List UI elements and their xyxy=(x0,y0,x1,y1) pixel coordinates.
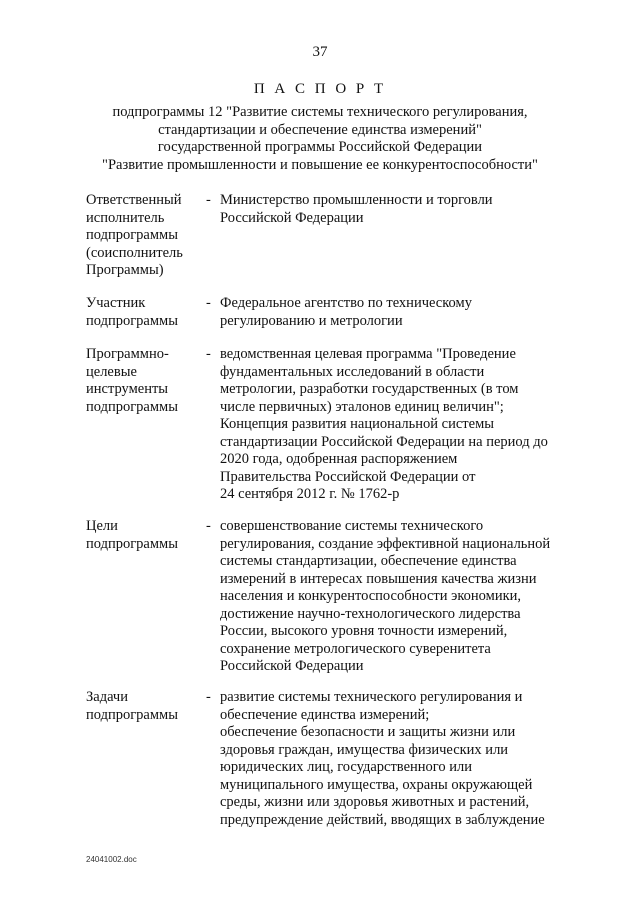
content-line: стандартизации Российской Федерации на период до xyxy=(220,433,548,450)
page-number: 37 xyxy=(312,44,328,60)
content-line: населения и конкурентоспособности экономики, xyxy=(220,588,522,604)
section-content xyxy=(220,295,610,330)
label-line: Программно- xyxy=(86,346,169,362)
content-line: 24 сентября 2012 г. № 1762-р xyxy=(220,486,400,502)
section-label xyxy=(86,518,198,553)
content-line: системы стандартизации, обеспечение единства xyxy=(220,553,517,569)
label-line: исполнитель xyxy=(86,209,165,226)
subtitle-line: "Развитие промышленности и повышение ее конкурентоспособности" xyxy=(102,156,538,173)
subtitle-line: государственной программы Российской Федерации xyxy=(157,139,483,155)
section-label xyxy=(86,295,198,330)
content-line: России, высокого уровня точности измерений, xyxy=(220,623,508,639)
label-line: Программы) xyxy=(86,262,164,278)
content-line: обеспечение единства измерений; xyxy=(220,706,430,723)
content-line: Российской Федерации xyxy=(220,658,364,674)
content-line: 2020 года, одобренная распоряжением xyxy=(220,451,458,467)
section-dash: - xyxy=(206,192,211,208)
label-line: подпрограммы xyxy=(86,227,178,243)
content-line: сохранение метрологического суверенитета xyxy=(220,640,491,657)
content-line: числе первичных) эталонов единиц величин"; xyxy=(220,398,504,415)
content-line: достижение научно-технологического лидерства xyxy=(220,605,521,622)
content-line: муниципального имущества, охраны окружающей xyxy=(220,776,533,793)
content-line: обеспечение безопасности и защиты жизни или xyxy=(220,724,516,740)
section-content xyxy=(220,192,610,227)
label-line: подпрограммы xyxy=(86,535,178,552)
content-line: юридических лиц, государственного или xyxy=(220,759,472,775)
content-line: регулированию и метрологии xyxy=(220,312,403,329)
section-content xyxy=(220,689,610,829)
section-content xyxy=(220,518,610,676)
content-line: Российской Федерации xyxy=(220,209,364,226)
content-line: метрологии, разработки государственных (в том xyxy=(220,381,519,397)
content-line: ведомственная целевая программа "Проведение xyxy=(220,346,516,362)
document-subtitle xyxy=(40,104,600,174)
label-line: (соисполнитель xyxy=(86,244,183,261)
label-line: Задачи xyxy=(86,689,128,705)
content-line: предупреждение действий, вводящих в заблуждение xyxy=(220,811,545,828)
section-label xyxy=(86,689,198,724)
label-line: целевые xyxy=(86,363,137,380)
content-line: регулирования, создание эффективной национальной xyxy=(220,535,551,552)
label-line: Ответственный xyxy=(86,192,182,208)
label-line: подпрограммы xyxy=(86,706,178,723)
file-name-footer: 24041002.doc xyxy=(86,855,137,864)
content-line: фундаментальных исследований в области xyxy=(220,363,485,380)
content-line: измерений в интересах повышения качества жизни xyxy=(220,570,537,587)
label-line: подпрограммы xyxy=(86,312,178,329)
section-dash: - xyxy=(206,295,211,311)
section-content xyxy=(220,346,610,504)
subtitle-line: подпрограммы 12 "Развитие системы технического регулирования, xyxy=(112,104,528,120)
section-label xyxy=(86,346,198,416)
content-line: развитие системы технического регулирования и xyxy=(220,689,523,705)
label-line: Участник xyxy=(86,295,146,311)
section-dash: - xyxy=(206,346,211,362)
section-dash: - xyxy=(206,689,211,705)
section-dash: - xyxy=(206,518,211,534)
label-line: Цели xyxy=(86,518,118,534)
document-title: П А С П О Р Т xyxy=(253,81,387,97)
content-line: Концепция развития национальной системы xyxy=(220,416,494,432)
subtitle-line: стандартизации и обеспечение единства измерений" xyxy=(158,121,482,138)
content-line: совершенствование системы технического xyxy=(220,518,484,534)
label-line: инструменты xyxy=(86,381,169,397)
content-line: здоровья граждан, имущества физических или xyxy=(220,741,509,758)
content-line: Федеральное агентство по техническому xyxy=(220,295,472,311)
content-line: Правительства Российской Федерации от xyxy=(220,468,476,485)
label-line: подпрограммы xyxy=(86,398,178,415)
content-line: среды, жизни или здоровья животных и растений, xyxy=(220,794,530,810)
section-label xyxy=(86,192,198,280)
content-line: Министерство промышленности и торговли xyxy=(220,192,493,208)
